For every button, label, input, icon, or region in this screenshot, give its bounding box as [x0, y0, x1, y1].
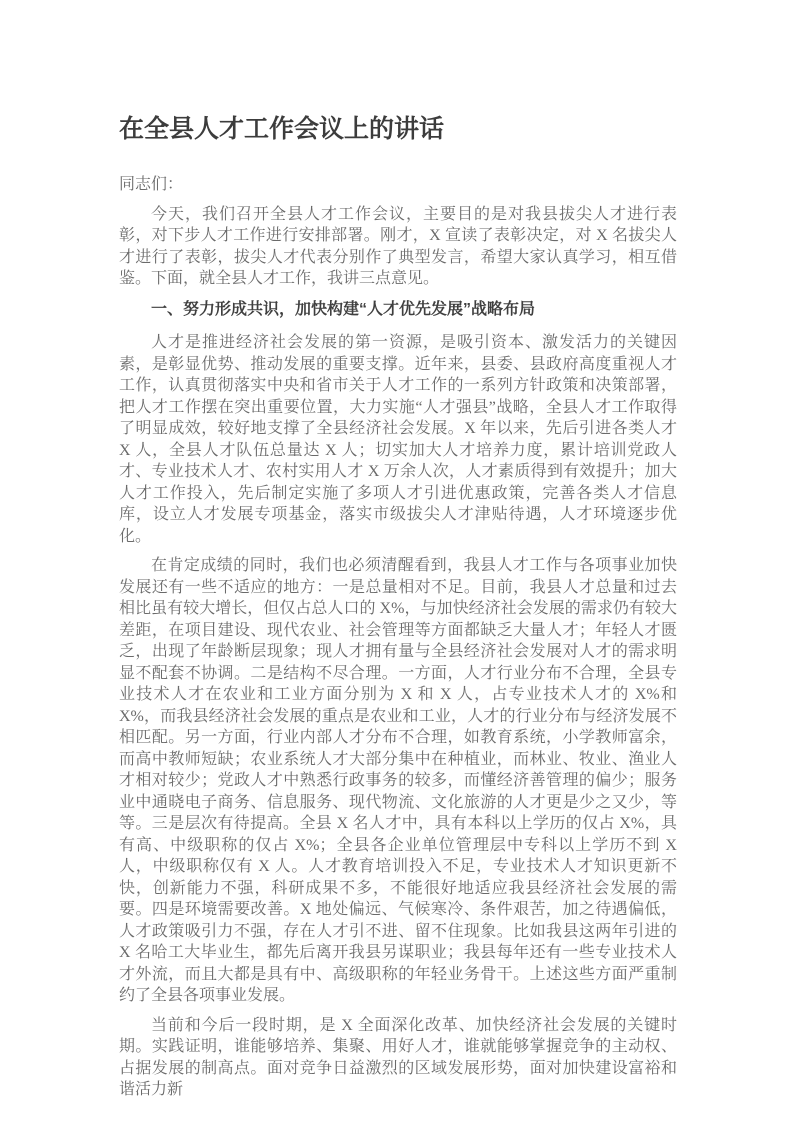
- document-title: 在全县人才工作会议上的讲话: [119, 115, 445, 143]
- section-heading-1: 一、努力形成共识，加快构建“人才优先发展”战略布局: [151, 300, 536, 318]
- paragraph-intro: 今天，我们召开全县人才工作会议，主要目的是对我县拔尖人才进行表彰，对下步人才工作进行安排部署。刚才，X 宣读了表彰决定，对 X 名拔尖人才进行了表彰，拔尖人才代表分别作了典型发言，希望大家认真学习，相互借鉴。下面，就全县人才工作，我讲三点意见。: [119, 205, 677, 288]
- paragraph-outlook: 当前和今后一段时期，是 X 全面深化改革、加快经济社会发展的关键时期。实践证明，谁能够培养、集聚、用好人才，谁就能够掌握竞争的主动权、占据发展的制高点。面对竞争日益激烈的区域发展形势，面对加快建设富裕和谐活力新: [119, 1016, 677, 1099]
- paragraph-problems: 在肯定成绩的同时，我们也必须清醒看到，我县人才工作与各项事业加快发展还有一些不适应的地方：一是总量相对不足。目前，我县人才总量和过去相比虽有较大增长，但仅占总人口的 X%，与加快经济社会发展的需求仍有较大差距，在项目建设、现代农业、社会管理等方面都缺乏大量人才；年轻人才匮乏，出现了年龄断层现象；现人才拥有量与全县经济社会发展对人才的需求明显不配套不协调。二是结构不尽合理。一方面，人才行业分布不合理，全县专业技术人才在农业和工业方面分别为 X 和 X 人，占专业技术人才的 X%和 X%，而我县经济社会发展的重点是农业和工业，人才的行业分布与经济发展不相匹配。另一方面，行业内部人才分布不合理，如教育系统，小学教师富余，而高中教师短缺；农业系统人才大部分集中在种植业，而林业、牧业、渔业人才相对较少；党政人才中熟悉行政事务的较多，而懂经济善管理的偏少；服务业中通晓电子商务、信息服务、现代物流、文化旅游的人才更是少之又少，等等。三是层次有待提高。全县 X 名人才中，具有本科以上学历的仅占 X%，具有高、中级职称的仅占 X%；全县各企业单位管理层中专科以上学历不到 X 人，中级职称仅有 X 人。人才教育培训投入不足，专业技术人才知识更新不快，创新能力不强，科研成果不多，不能很好地适应我县经济社会发展的需要。四是环境需要改善。X 地处偏远、气候寒冷、条件艰苦，加之待遇偏低，人才政策吸引力不强，存在人才引不进、留不住现象。比如我县这两年引进的 X 名哈工大毕业生，都先后离开我县另谋职业；我县每年还有一些专业技术人才外流，而且大都是具有中、高级职称的年轻业务骨干。上述这些方面严重制约了全县各项事业发展。: [119, 557, 677, 1005]
- paragraph-achievements: 人才是推进经济社会发展的第一资源，是吸引资本、激发活力的关键因素，是彰显优势、推动发展的重要支撑。近年来，县委、县政府高度重视人才工作，认真贯彻落实中央和省市关于人才工作的一系列方针政策和决策部署，把人才工作摆在突出重要位置，大力实施“人才强县”战略，全县人才工作取得了明显成效，较好地支撑了全县经济社会发展。X 年以来，先后引进各类人才 X 人，全县人才队伍总量达 X 人；切实加大人才培养力度，累计培训党政人才、专业技术人才、农村实用人才 X 万余人次，人才素质得到有效提升；加大人才工作投入，先后制定实施了多项人才引进优惠政策，完善各类人才信息库，设立人才发展专项基金，落实市级拔尖人才津贴待遇，人才环境逐步优化。: [119, 334, 677, 545]
- document-content: [119, 114, 677, 1109]
- salutation: 同志们：: [119, 176, 184, 194]
